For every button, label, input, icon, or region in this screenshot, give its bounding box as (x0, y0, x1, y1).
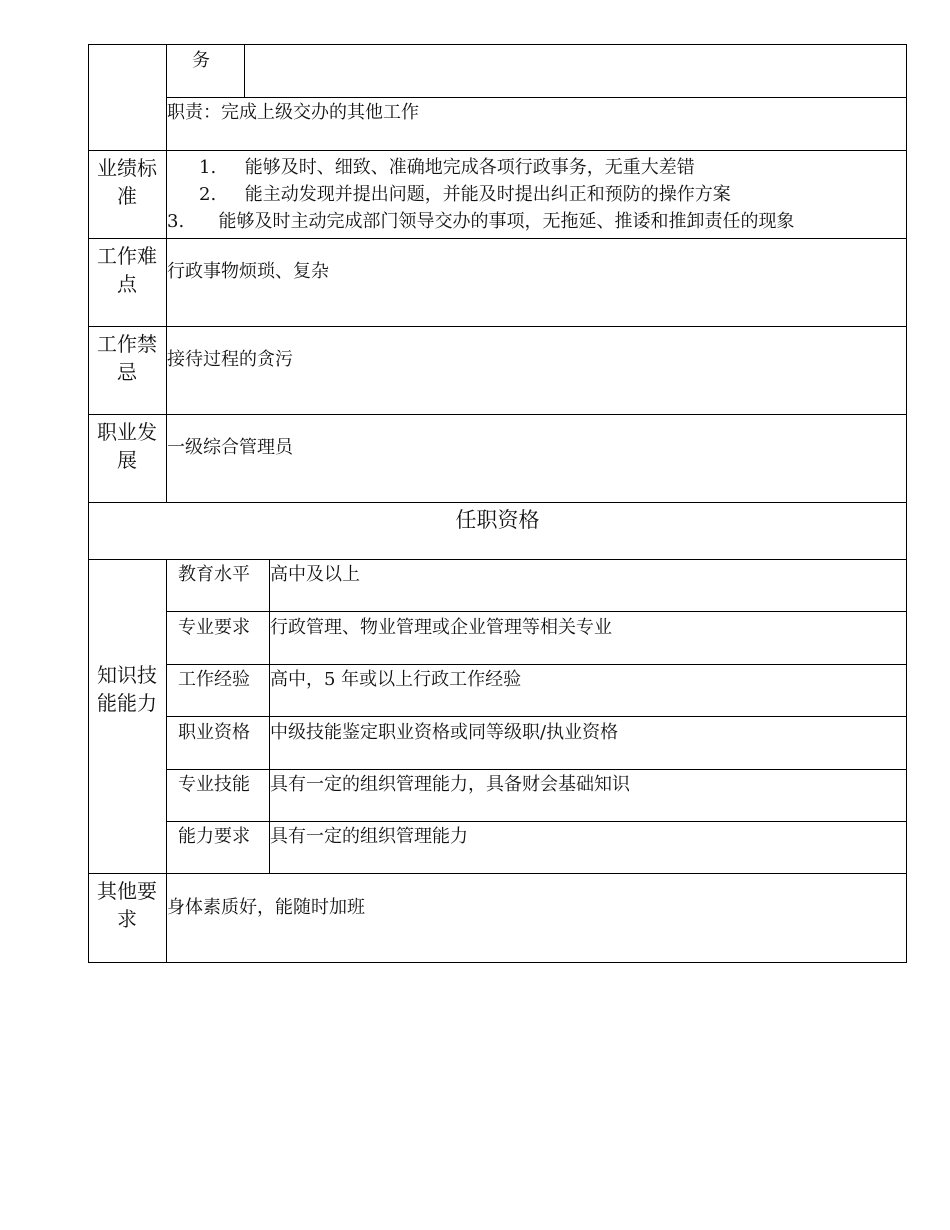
row-divider (88, 414, 907, 415)
knowledge-skills-label: 知识技能能力 (97, 663, 157, 715)
row-divider (166, 821, 907, 822)
skills-value: 具有一定的组织管理能力，具备财会基础知识 (270, 774, 630, 795)
taboo-text: 接待过程的贪污 (167, 349, 293, 370)
row-divider (88, 502, 907, 503)
row-divider (166, 611, 907, 612)
other-requirements-label: 其他要求 (97, 879, 157, 931)
row-divider (88, 559, 907, 560)
row-divider (166, 716, 907, 717)
table-border-bottom (88, 962, 907, 963)
qualification-title: 任职资格 (455, 508, 540, 532)
difficulty-text: 行政事物烦琐、复杂 (167, 261, 329, 282)
education-value: 高中及以上 (270, 564, 360, 585)
row-divider (88, 873, 907, 874)
row-divider (166, 769, 907, 770)
performance-item: 3. 能够及时主动完成部门领导交办的事项，无拖延、推诿和推卸责任的现象 (167, 211, 795, 232)
certification-value: 中级技能鉴定职业资格或同等级职/执业资格 (270, 722, 619, 743)
cell-divider (244, 44, 245, 97)
table-border-right (906, 44, 907, 962)
ability-label: 能力要求 (178, 826, 250, 847)
row-divider (166, 664, 907, 665)
major-value: 行政管理、物业管理或企业管理等相关专业 (270, 617, 612, 638)
education-label: 教育水平 (178, 564, 250, 585)
career-label: 职业发展 (97, 420, 157, 472)
row-divider (88, 326, 907, 327)
other-requirements-text: 身体素质好，能随时加班 (167, 897, 365, 918)
table-border-top (88, 44, 907, 45)
duty-text: 职责：完成上级交办的其他工作 (167, 102, 419, 123)
skills-label: 专业技能 (178, 774, 250, 795)
ability-value: 具有一定的组织管理能力 (270, 826, 468, 847)
row-divider (88, 238, 907, 239)
performance-item: 2. 能主动发现并提出问题，并能及时提出纠正和预防的操作方案 (199, 184, 731, 205)
row-divider (166, 97, 907, 98)
duty-label-fragment: 务 (192, 50, 210, 71)
taboo-label: 工作禁忌 (97, 332, 157, 384)
experience-label: 工作经验 (178, 669, 250, 690)
major-label: 专业要求 (178, 617, 250, 638)
row-divider (88, 150, 907, 151)
certification-label: 职业资格 (178, 722, 250, 743)
performance-item: 1. 能够及时、细致、准确地完成各项行政事务，无重大差错 (199, 157, 695, 178)
career-text: 一级综合管理员 (167, 437, 293, 458)
performance-label: 业绩标准 (97, 156, 157, 208)
difficulty-label: 工作难点 (97, 244, 157, 296)
experience-value: 高中，5 年或以上行政工作经验 (270, 669, 522, 690)
